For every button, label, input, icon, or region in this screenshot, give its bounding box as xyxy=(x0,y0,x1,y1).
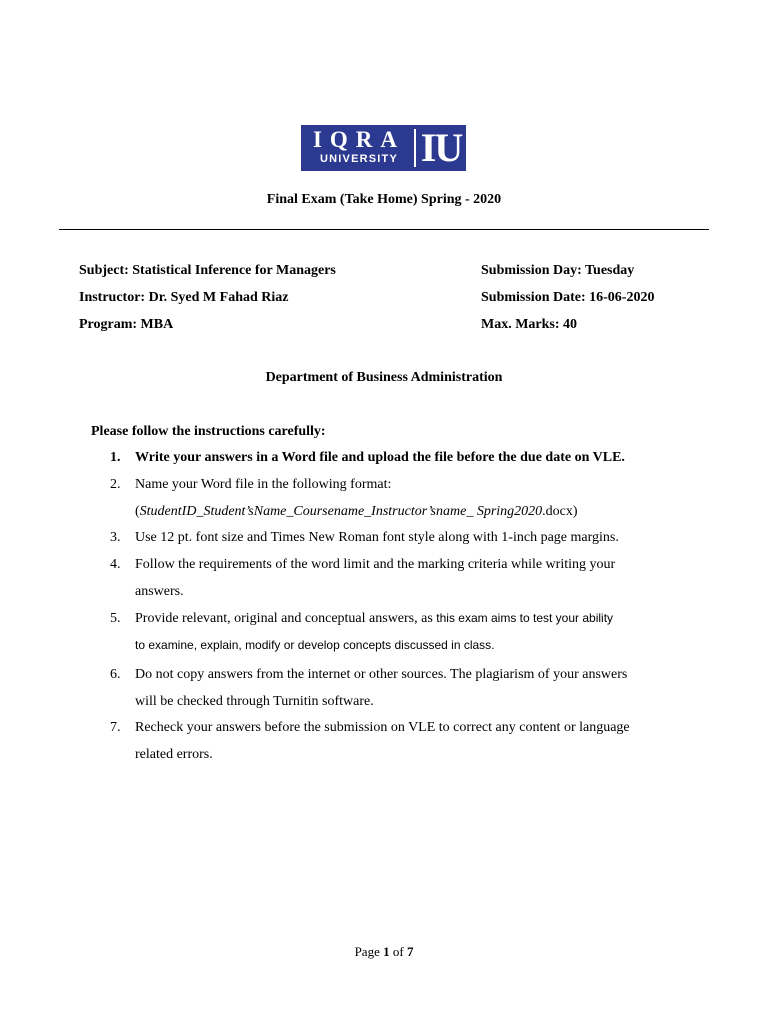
instruction-number: 1. xyxy=(110,450,121,465)
max-marks-label: Max. Marks: 40 xyxy=(481,317,578,332)
instruction-number: 3. xyxy=(110,530,121,545)
header-divider xyxy=(59,229,709,230)
format-pattern: StudentID_Student’sName_Coursename_Instructor’sname_ Spring2020 xyxy=(139,504,543,519)
instruction-number: 5. xyxy=(110,611,121,626)
instruction-text: Write your answers in a Word file and upload the file before the due date on VLE. xyxy=(135,450,625,465)
logo-divider xyxy=(414,129,416,167)
instruction-number: 2. xyxy=(110,477,121,492)
instructions-heading: Please follow the instructions carefully: xyxy=(91,424,326,439)
instruction-line: Follow the requirements of the word limit and the marking criteria while writing your xyxy=(135,557,616,572)
submission-date-label: Submission Date: 16-06-2020 xyxy=(481,290,655,305)
instruction-number: 7. xyxy=(110,720,121,735)
program-label: Program: MBA xyxy=(79,317,174,332)
format-open: ( xyxy=(135,504,140,519)
subject-label: Subject: Statistical Inference for Managers xyxy=(79,263,336,278)
format-extension: .docx) xyxy=(542,504,578,519)
instructor-label: Instructor: Dr. Syed M Fahad Riaz xyxy=(79,290,289,305)
department-heading: Department of Business Administration xyxy=(265,370,503,385)
instruction-line: related errors. xyxy=(135,747,213,762)
instruction-text xyxy=(135,661,695,715)
instruction-format-line xyxy=(135,498,695,525)
instruction-text xyxy=(135,714,695,768)
instruction-sans-part: this exam aims to test your ability xyxy=(436,611,614,625)
instruction-line: Do not copy answers from the internet or other sources. The plagiarism of your answers xyxy=(135,667,628,682)
exam-title: Final Exam (Take Home) Spring - 2020 xyxy=(266,192,502,207)
instruction-serif-part: Provide relevant, original and conceptual answers, as xyxy=(135,611,437,626)
instruction-number: 4. xyxy=(110,557,121,572)
current-page: 1 xyxy=(383,944,390,959)
logo-iu-mark: IU xyxy=(420,125,462,170)
submission-day-label: Submission Day: Tuesday xyxy=(481,263,635,278)
instruction-text xyxy=(135,551,695,605)
instruction-text: Use 12 pt. font size and Times New Roman font style along with 1-inch page margins. xyxy=(135,530,619,545)
logo-iqra-text: IQRA xyxy=(312,127,406,152)
logo-university-text: UNIVERSITY xyxy=(319,153,398,165)
instruction-number: 6. xyxy=(110,667,121,682)
logo-wordmark xyxy=(301,125,414,171)
instruction-text xyxy=(135,471,695,525)
instruction-text xyxy=(135,605,695,659)
page-number xyxy=(0,942,768,962)
of-word: of xyxy=(392,944,404,959)
instruction-line: will be checked through Turnitin software. xyxy=(135,694,374,709)
instruction-line: to examine, explain, modify or develop concepts discussed in class. xyxy=(135,638,495,652)
instruction-line: Recheck your answers before the submission on VLE to correct any content or language xyxy=(135,720,630,735)
instruction-line: answers. xyxy=(135,584,184,599)
total-pages: 7 xyxy=(406,944,414,959)
instruction-line xyxy=(135,605,695,632)
page-word: Page xyxy=(354,944,380,959)
instruction-line: Name your Word file in the following format: xyxy=(135,477,392,492)
university-logo xyxy=(301,125,466,171)
